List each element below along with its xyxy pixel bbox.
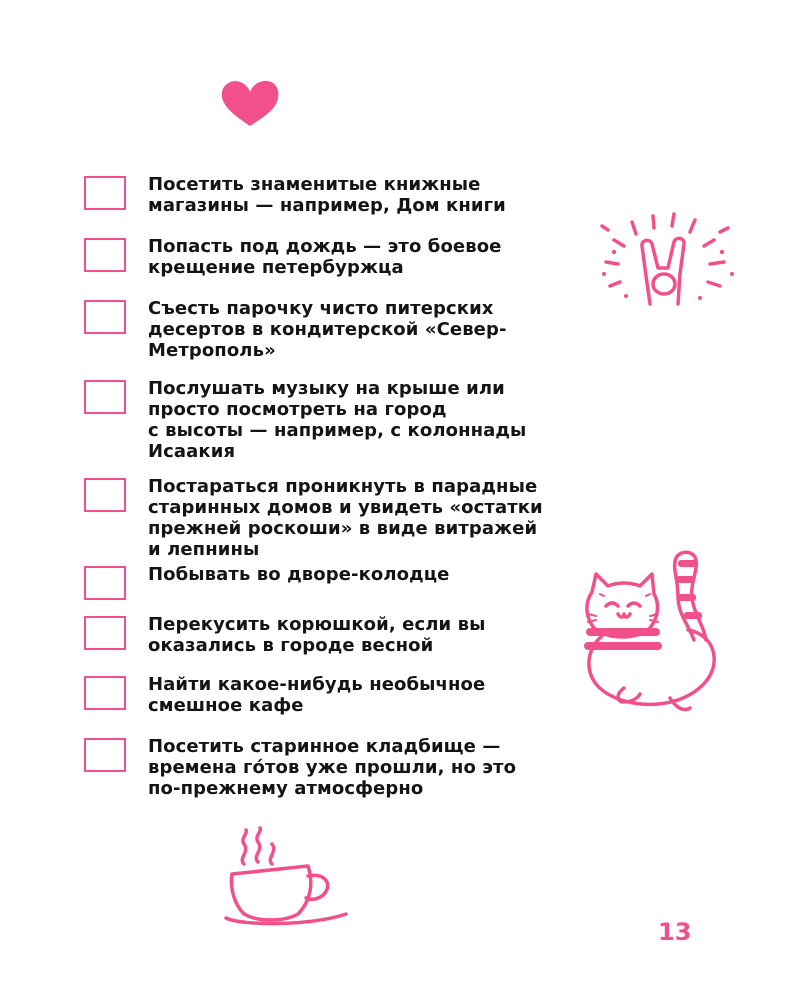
- checklist-item-text: Посетить старинное кладбище — времена гóтов уже прошли, но это по-прежнему атмосферно: [148, 736, 517, 799]
- checklist-item-text: Попасть под дождь — это боевое крещение петербуржца: [148, 236, 502, 278]
- checkbox[interactable]: [84, 380, 126, 414]
- checkbox[interactable]: [84, 738, 126, 772]
- checklist-item-text: Найти какое-нибудь необычное смешное кафе: [148, 674, 486, 716]
- checklist-item-text: Съесть парочку чисто питерских десертов в кондитерской «Север- Метрополь»: [148, 298, 507, 361]
- page-number: 13: [658, 918, 692, 946]
- checklist-item-text: Перекусить корюшкой, если вы оказались в городе весной: [148, 614, 486, 656]
- checkbox[interactable]: [84, 300, 126, 334]
- checkbox[interactable]: [84, 176, 126, 210]
- checkbox[interactable]: [84, 238, 126, 272]
- checkbox[interactable]: [84, 566, 126, 600]
- checkbox[interactable]: [84, 478, 126, 512]
- checkbox[interactable]: [84, 616, 126, 650]
- checklist-item-text: Посетить знаменитые книжные магазины — например, Дом книги: [148, 174, 506, 216]
- checklist-item-text: Послушать музыку на крыше или просто посмотреть на город с высоты — например, с колоннады Исаакия: [148, 378, 527, 462]
- checkbox[interactable]: [84, 676, 126, 710]
- checklist-item-text: Побывать во дворе-колодце: [148, 564, 450, 585]
- checklist-item-text: Постараться проникнуть в парадные старинных домов и увидеть «остатки прежней роскоши» в виде витражей и лепнины: [148, 476, 543, 560]
